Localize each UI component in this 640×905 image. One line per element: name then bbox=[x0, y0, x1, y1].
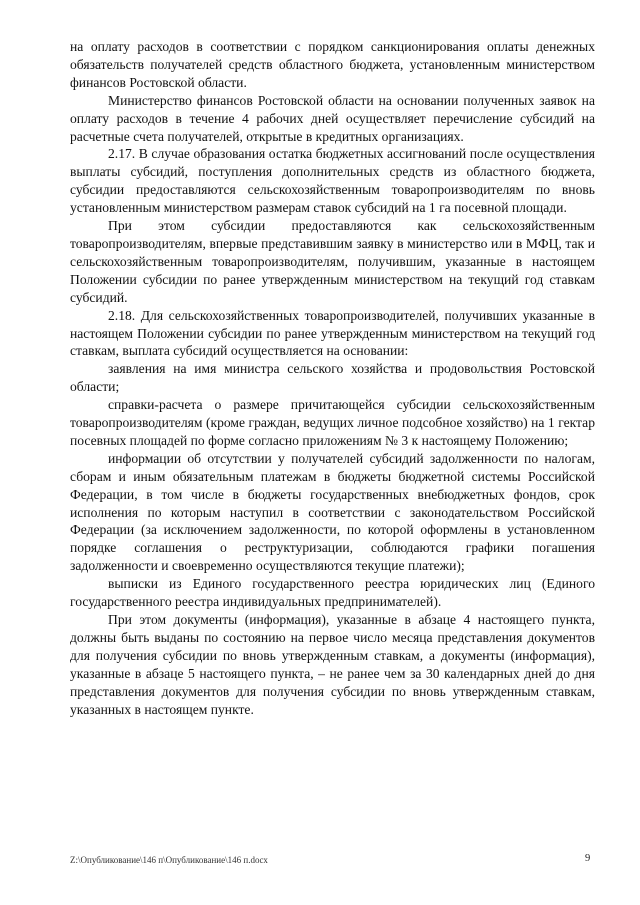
paragraph-3: 2.17. В случае образования остатка бюджетных ассигнований после осуществления выплаты субсидий, поступления дополнительных средств из областного бюджета, субсидии предоставляются сельскохозяйственным товаропроизводителям по вновь установленным министерством размерам ставок субсидий на 1 га посевной площади. bbox=[70, 146, 595, 216]
paragraph-7: справки-расчета о размере причитающейся субсидии сельскохозяйственным товаропроизводителям (кроме граждан, ведущих личное подсобное хозяйство) на 1 гектар посевных площадей по форме согласно приложениям № 3 к настоящему Положению; bbox=[70, 397, 595, 448]
paragraph-4: При этом субсидии предоставляются как сельскохозяйственным товаропроизводителям, впервые представившим заявку в министерство или в МФЦ, так и сельскохозяйственным товаропроизводителям, получившим, указанные в настоящем Положении субсидии по ранее утвержденным министерством на текущий год ставкам субсидий. bbox=[70, 218, 595, 305]
paragraph-1: на оплату расходов в соответствии с порядком санкционирования оплаты денежных обязательств получателей средств областного бюджета, установленным министерством финансов Ростовской области. bbox=[70, 39, 595, 90]
paragraph-9: выписки из Единого государственного реестра юридических лиц (Единого государственного реестра индивидуальных предпринимателей). bbox=[70, 576, 595, 610]
document-body bbox=[70, 38, 595, 718]
paragraph-5: 2.18. Для сельскохозяйственных товаропроизводителей, получивших указанные в настоящем Положении субсидии по ранее утвержденным министерством на текущий год ставкам, выплата субсидий осуществляется на основании: bbox=[70, 307, 595, 359]
paragraph-6: заявления на имя министра сельского хозяйства и продовольствия Ростовской области; bbox=[70, 361, 595, 395]
paragraph-8: информации об отсутствии у получателей субсидий задолженности по налогам, сборам и иным обязательным платежам в бюджеты бюджетной системы Российской Федерации, в том числе в бюджеты государственных внебюджетных фондов, срок исполнения по которым наступил в соответствии с законодательством Российской Федерации (за исключением задолженности, по которой оформлены в установленном порядке соглашения о реструктуризации, соблюдаются графики погашения задолженности и своевременно осуществляются текущие платежи); bbox=[70, 450, 595, 574]
paragraph-2: Министерство финансов Ростовской области на основании полученных заявок на оплату расходов в течение 4 рабочих дней осуществляет перечисление субсидий на расчетные счета получателей, открытые в кредитных организациях. bbox=[70, 92, 595, 144]
paragraph-10: При этом документы (информация), указанные в абзаце 4 настоящего пункта, должны быть выданы по состоянию на первое число месяца представления документов для получения субсидии по вновь утвержденным ставкам, а документы (информация), указанные в абзаце 5 настоящего пункта, – не ранее чем за 30 календарных дней до дня представления документов для получения субсидии по вновь утвержденным ставкам, указанных в настоящем пункте. bbox=[70, 612, 595, 717]
footer-file-path: Z:\Опубликование\146 п\Опубликование\146 п.docx bbox=[70, 855, 268, 865]
page-number: 9 bbox=[585, 853, 591, 864]
